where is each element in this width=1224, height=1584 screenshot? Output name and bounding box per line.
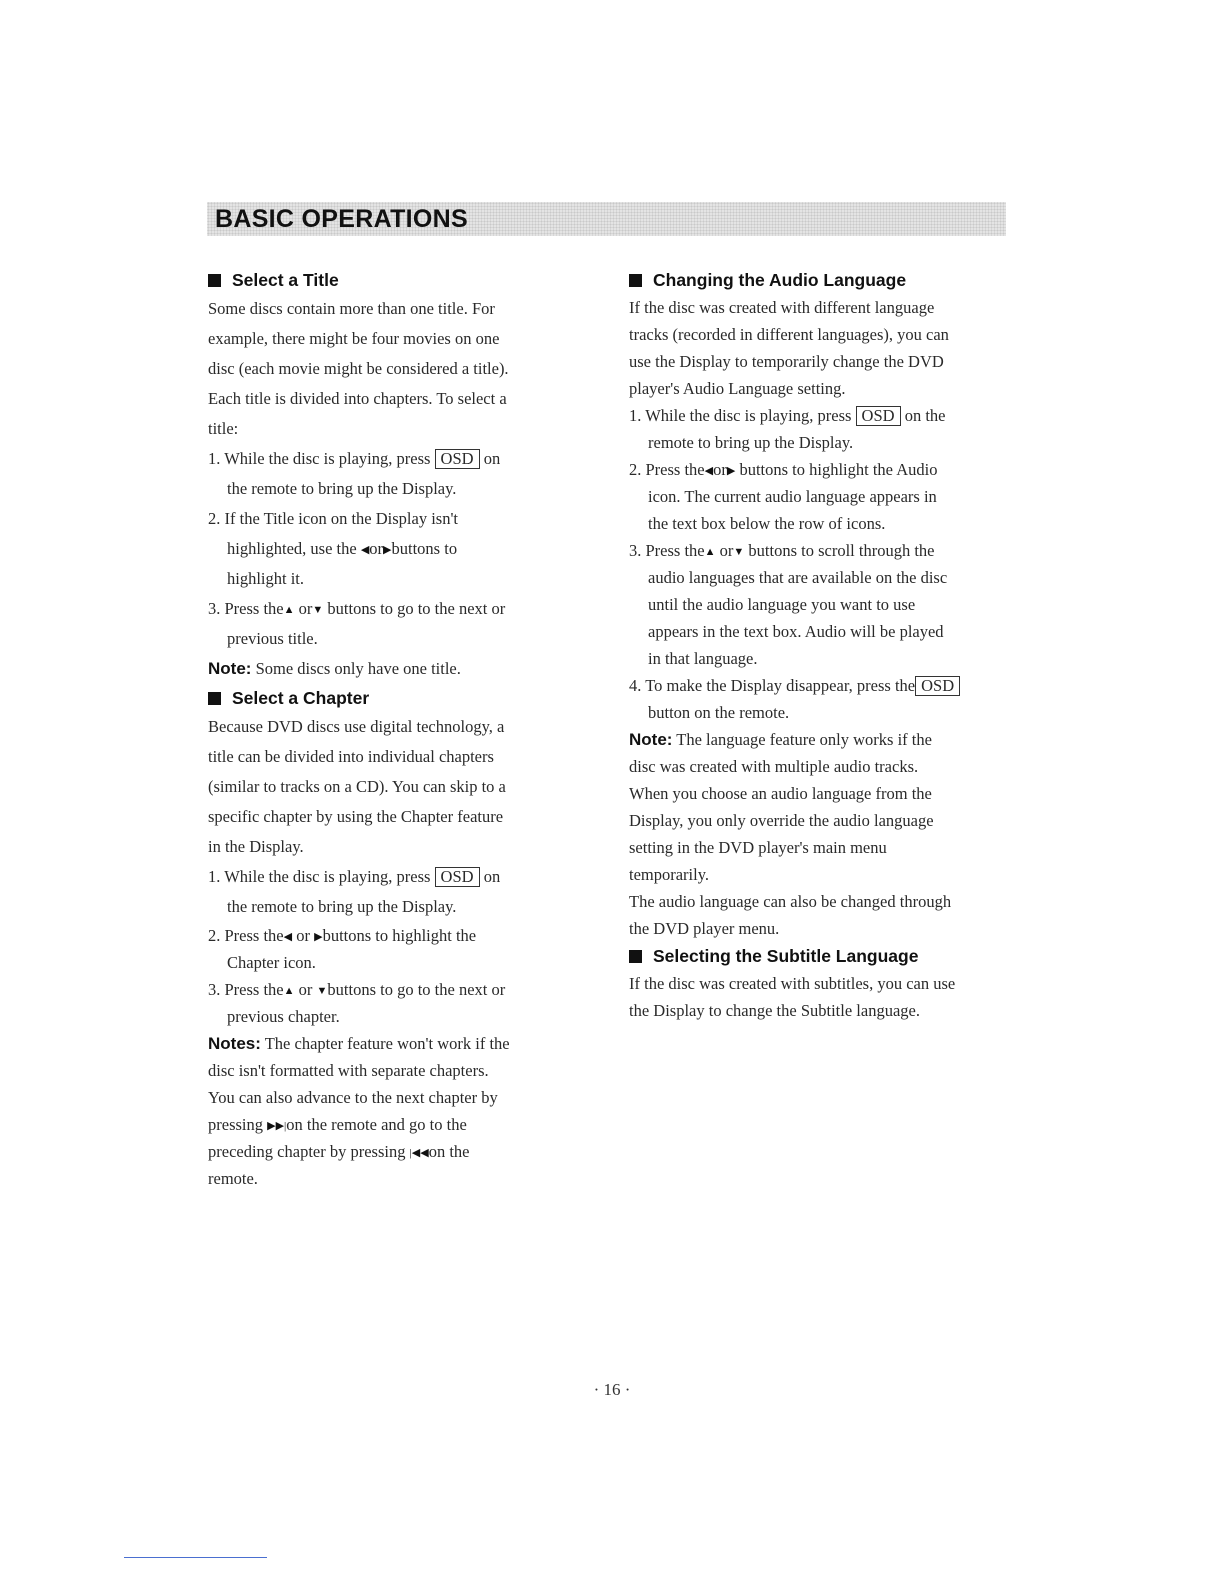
step-line: 1. While the disc is playing, press OSD on (208, 449, 501, 468)
up-triangle-icon: ▲ (283, 604, 295, 616)
heading-select-title: Select a Title (208, 266, 608, 294)
left-triangle-icon: ◀ (283, 931, 293, 943)
paragraph-line: use the Display to temporarily change the DVD (629, 352, 944, 371)
right-column (629, 266, 1009, 1024)
square-bullet-icon (208, 692, 221, 705)
paragraph-line: title can be divided into individual chapters (208, 747, 494, 766)
square-bullet-icon (208, 274, 221, 287)
step-line: previous title. (227, 629, 318, 648)
step-line: audio languages that are available on the disc (648, 568, 948, 587)
note-line: temporarily. (629, 865, 710, 884)
paragraph-line: (similar to tracks on a CD). You can skip to a (208, 777, 506, 796)
right-triangle-icon: ▶ (726, 465, 736, 477)
down-triangle-icon: ▼ (733, 546, 745, 558)
osd-key: OSD (856, 406, 901, 426)
right-triangle-icon: ▶ (383, 544, 392, 556)
note-line: disc was created with multiple audio tracks. (629, 757, 919, 776)
footer-rule (124, 1557, 267, 1558)
step-line: until the audio language you want to use (648, 595, 916, 614)
note-line: Note: The language feature only works if the (629, 730, 932, 749)
paragraph-line: specific chapter by using the Chapter feature (208, 807, 504, 826)
right-triangle-icon: ▶ (314, 931, 323, 943)
heading-subtitle-language: Selecting the Subtitle Language (629, 942, 1009, 970)
paragraph-line: Each title is divided into chapters. To select a (208, 389, 507, 408)
note-line: You can also advance to the next chapter by (208, 1088, 498, 1107)
note-line: the DVD player menu. (629, 919, 780, 938)
note-line: setting in the DVD player's main menu (629, 838, 887, 857)
note-line: Note: Some discs only have one title. (208, 659, 461, 678)
paragraph-line: title: (208, 419, 239, 438)
step-line: the text box below the row of icons. (648, 514, 886, 533)
step-line: highlighted, use the ◀or▶buttons to (208, 534, 608, 564)
paragraph-line: Some discs contain more than one title. For (208, 299, 495, 318)
osd-key: OSD (915, 676, 960, 696)
step-line: appears in the text box. Audio will be played (648, 622, 944, 641)
up-triangle-icon: ▲ (283, 985, 295, 997)
step-line: 1. While the disc is playing, press OSD on the (629, 406, 946, 425)
note-line: Notes: The chapter feature won't work if the (208, 1034, 510, 1053)
step-line: previous chapter. (227, 1007, 340, 1026)
previous-chapter-icon: |◀◀ (409, 1147, 429, 1159)
paragraph-line: If the disc was created with different language (629, 298, 935, 317)
step-line: 2. Press the◀or▶ buttons to highlight the Audio (629, 456, 1009, 483)
heading-audio-language: Changing the Audio Language (629, 266, 1009, 294)
note-line: preceding chapter by pressing |◀◀on the (208, 1138, 608, 1165)
osd-key: OSD (435, 449, 480, 469)
heading-select-chapter: Select a Chapter (208, 684, 608, 712)
step-line: 2. If the Title icon on the Display isn't (208, 509, 459, 528)
step-line: highlight it. (227, 569, 305, 588)
square-bullet-icon (629, 950, 642, 963)
step-line: 3. Press the▲ or▼ buttons to go to the next or (208, 594, 608, 624)
osd-key: OSD (435, 867, 480, 887)
left-triangle-icon: ◀ (360, 544, 370, 556)
paragraph-line: Because DVD discs use digital technology, a (208, 717, 505, 736)
up-triangle-icon: ▲ (704, 546, 716, 558)
page-number: · 16 · (593, 1380, 631, 1399)
step-line: 3. Press the▲ or ▼buttons to go to the next or (208, 976, 608, 1003)
note-line: disc isn't formatted with separate chapters. (208, 1061, 489, 1080)
paragraph-line: If the disc was created with subtitles, you can use (629, 974, 956, 993)
step-line: in that language. (648, 649, 758, 668)
step-line: button on the remote. (648, 703, 790, 722)
paragraph-line: disc (each movie might be considered a title). (208, 359, 509, 378)
down-triangle-icon: ▼ (312, 604, 324, 616)
left-column (208, 266, 608, 1192)
section-banner (207, 202, 1006, 236)
step-line: 3. Press the▲ or▼ buttons to scroll through the (629, 537, 1009, 564)
paragraph-line: tracks (recorded in different languages), you can (629, 325, 949, 344)
step-line: the remote to bring up the Display. (227, 479, 457, 498)
paragraph-line: in the Display. (208, 837, 304, 856)
step-line: remote to bring up the Display. (648, 433, 854, 452)
step-line: icon. The current audio language appears in (648, 487, 937, 506)
note-line: pressing ▶▶|on the remote and go to the (208, 1111, 608, 1138)
down-triangle-icon: ▼ (316, 985, 328, 997)
note-line: The audio language can also be changed through (629, 892, 952, 911)
step-line: 2. Press the◀ or ▶buttons to highlight the (208, 922, 608, 949)
step-line: the remote to bring up the Display. (227, 897, 457, 916)
step-line: 1. While the disc is playing, press OSD on (208, 867, 501, 886)
step-line: 4. To make the Display disappear, press the OSD (629, 672, 1009, 699)
step-line: Chapter icon. (227, 953, 316, 972)
note-line: remote. (208, 1169, 258, 1188)
next-chapter-icon: ▶▶| (267, 1120, 287, 1132)
note-line: Display, you only override the audio language (629, 811, 934, 830)
square-bullet-icon (629, 274, 642, 287)
paragraph-line: the Display to change the Subtitle language. (629, 1001, 920, 1020)
note-line: When you choose an audio language from the (629, 784, 932, 803)
paragraph-line: player's Audio Language setting. (629, 379, 846, 398)
section-title: BASIC OPERATIONS (215, 205, 468, 233)
paragraph-line: example, there might be four movies on one (208, 329, 500, 348)
left-triangle-icon: ◀ (704, 465, 714, 477)
